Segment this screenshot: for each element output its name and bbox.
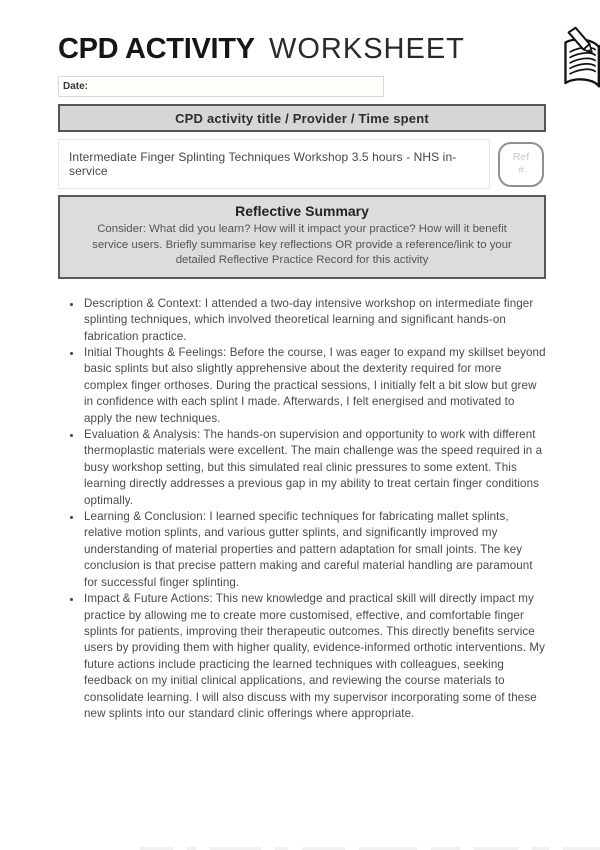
activity-row (58, 139, 546, 189)
reflective-summary-box (58, 195, 546, 279)
reflective-summary-title: Reflective Summary (235, 203, 369, 219)
list-item: • Impact & Future Actions: This new knowledge and practical skill will directly impact my practice by allowing me to create more customised, effective, and comfortable finger splints for patients, improving their therapeutic outcomes. This directly benefits service users by providing them with higher quality, evidence-informed orthotic interventions. My future actions include practicing the learned techniques with colleagues, seeking feedback on my initial clinical applications, and reviewing the course materials to consolidate learning. I will also discuss with my supervisor incorporating some of these new splints into our standard clinic offerings where appropriate. (82, 591, 546, 722)
activity-title-field[interactable] (58, 139, 490, 189)
footer-artifact (0, 845, 600, 850)
ref-label-line2: # (518, 164, 524, 176)
date-field[interactable] (58, 76, 384, 97)
page-title-light: WORKSHEET (269, 33, 465, 65)
activity-section-header (58, 104, 546, 132)
list-item: • Description & Context: I attended a two-day intensive workshop on intermediate finger splinting techniques, which involved theoretical learning and significant hands-on fabrication practice. (82, 296, 546, 345)
activity-section-header-label: CPD activity title / Provider / Time spent (175, 110, 429, 126)
activity-title-value: Intermediate Finger Splinting Techniques Workshop 3.5 hours - NHS in-service (69, 150, 457, 178)
list-item: • Learning & Conclusion: I learned specific techniques for fabricating mallet splints, relative motion splints, and various gutter splints, and significantly improved my understanding of material properties and pattern adaptation for small joints. The key conclusion is that precise pattern making and careful material handling are paramount for successful finger splinting. (82, 509, 546, 591)
ref-label-line1: Ref (512, 151, 530, 163)
ref-number-field[interactable] (498, 142, 544, 187)
page-title (58, 32, 546, 66)
date-label: Date: (63, 81, 89, 92)
list-item: • Evaluation & Analysis: The hands-on supervision and opportunity to work with different thermoplastic materials were excellent. The main challenge was the speed required in a busy workshop setting, but this simulated real clinic pressures to some extent. This learning directly addresses a previous gap in my ability to treat certain finger conditions optimally. (82, 427, 546, 509)
reflective-summary-hint: Consider: What did you learn? How will it impact your practice? How will it benefit service users. Briefly summarise key reflections OR provide a reference/link to your detailed Reflective Practice Record for this activity (92, 223, 512, 267)
page-title-bold: CPD ACTIVITY (58, 33, 255, 65)
open-book-with-pencil-icon (560, 26, 600, 102)
reflection-list (58, 296, 546, 723)
list-item: • Initial Thoughts & Feelings: Before the course, I was eager to expand my skillset beyond basic splints but also slightly apprehensive about the dexterity required for more complex finger orthoses. During the practical sessions, I initially felt a bit slow but grew in confidence with each splint I made. Afterwards, I felt energised and motivated to apply the new techniques. (82, 345, 546, 427)
